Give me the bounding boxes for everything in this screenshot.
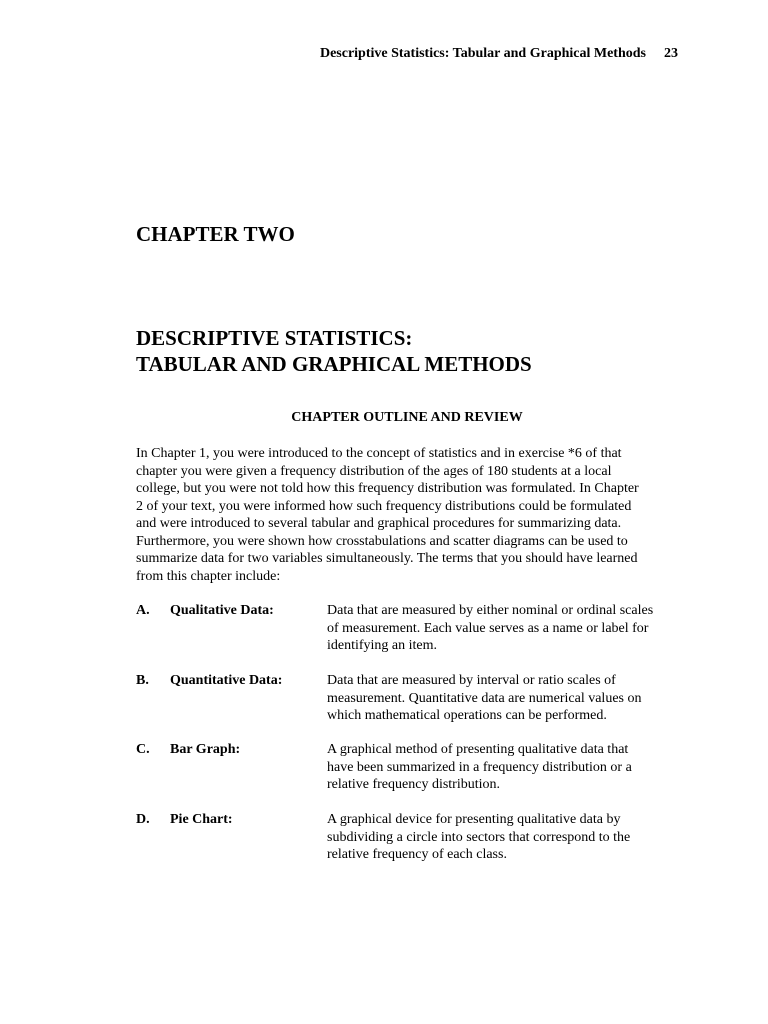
chapter-title-line-1: DESCRIPTIVE STATISTICS: [136,326,413,350]
term-name: Bar Graph: [170,742,241,757]
section-heading: CHAPTER OUTLINE AND REVIEW [291,410,523,425]
term-definition [327,811,697,864]
term-name: Qualitative Data: [170,603,274,618]
term-name: Pie Chart: [170,812,233,827]
term-letter: A. [136,603,150,618]
term-letter: C. [136,742,150,757]
term-letter: B. [136,673,149,688]
term-letter: D. [136,812,150,827]
definition-line: measurement. Quantitative data are numerical values on [327,690,642,706]
definition-line: have been summarized in a frequency distribution or a [327,759,632,775]
intro-line: summarize data for two variables simultaneously. The terms that you should have learned [136,551,638,566]
chapter-title-line-2: TABULAR AND GRAPHICAL METHODS [136,352,532,376]
intro-line: from this chapter include: [136,568,281,584]
running-title: Descriptive Statistics: Tabular and Graphical Methods [319,46,646,61]
term-name: Quantitative Data: [170,673,283,688]
definition-line: subdividing a circle into sectors that correspond to the [327,829,631,845]
definition-line: relative frequency distribution. [327,777,500,792]
definition-line: of measurement. Each value serves as a name or label for [327,620,649,636]
definition-line: A graphical method of presenting qualitative data that [327,742,629,757]
term-definition [327,741,697,794]
definition-line: A graphical device for presenting qualitative data by [327,812,621,827]
definition-line: Data that are measured by either nominal or ordinal scales [327,603,654,618]
chapter-label: CHAPTER TWO [136,222,295,246]
intro-paragraph [136,445,696,585]
page-number: 23 [664,46,678,61]
definition-line: identifying an item. [327,638,438,653]
running-header [0,46,678,62]
intro-line: Furthermore, you were shown how crosstabulations and scatter diagrams can be used to [136,533,628,549]
intro-line: In Chapter 1, you were introduced to the concept of statistics and in exercise *6 of that [136,446,622,461]
term-definition [327,672,697,725]
intro-line: 2 of your text, you were informed how such frequency distributions could be formulated [136,498,632,514]
definition-line: which mathematical operations can be performed. [327,708,607,723]
intro-line: and were introduced to several tabular and graphical procedures for summarizing data. [136,516,622,531]
definition-line: Data that are measured by interval or ratio scales of [327,673,616,688]
intro-line: chapter you were given a frequency distribution of the ages of 180 students at a local [136,463,612,479]
intro-line: college, but you were not told how this frequency distribution was formulated. In Chapter [136,481,639,496]
term-definition [327,602,697,655]
chapter-title [136,325,532,377]
definition-line: relative frequency of each class. [327,847,507,862]
